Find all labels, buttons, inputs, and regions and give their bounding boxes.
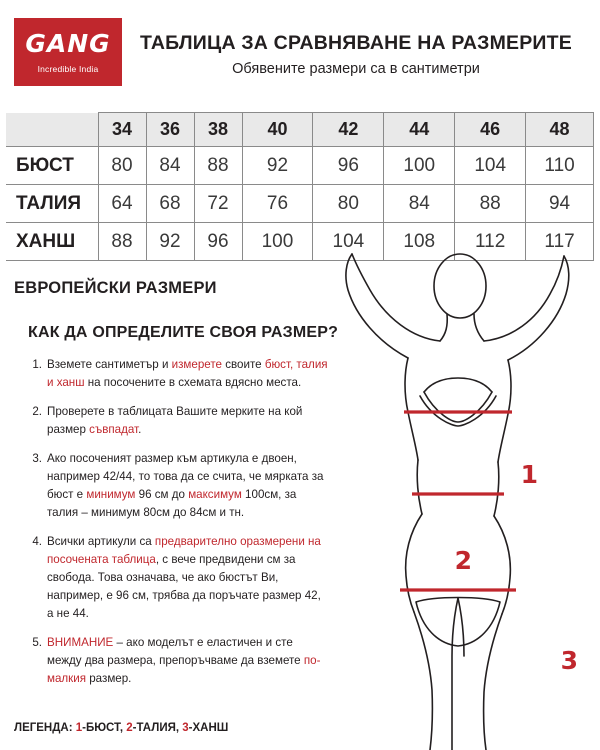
plain-text: своите	[222, 358, 265, 371]
table-cell: 96	[313, 147, 384, 185]
instruction-item	[30, 356, 330, 392]
table-cell: 117	[526, 223, 594, 261]
page-title: ТАБЛИЦА ЗА СРАВНЯВАНЕ НА РАЗМЕРИТЕ	[140, 32, 572, 54]
table-cell: 92	[242, 147, 313, 185]
table-cell: 64	[98, 185, 146, 223]
table-row-header: ХАНШ	[6, 223, 98, 261]
table-cell: 84	[384, 185, 455, 223]
table-row	[6, 147, 594, 185]
highlight-text: измерете	[171, 358, 222, 371]
table-cell: 76	[242, 185, 313, 223]
legend-text: -ХАНШ	[188, 722, 229, 734]
table-cell: 88	[455, 185, 526, 223]
body-figure	[312, 246, 600, 750]
brand-tagline: Incredible India	[37, 63, 99, 74]
highlight-text: ВНИМАНИЕ	[47, 635, 114, 649]
size-table-body	[6, 147, 594, 261]
plain-text: – ако моделът е еластичен и сте между два размера, препоръчваме да вземете	[47, 635, 304, 667]
table-cell: 104	[313, 223, 384, 261]
table-cell: 92	[146, 223, 194, 261]
instruction-text	[47, 634, 330, 688]
instruction-number: 3.	[32, 451, 42, 465]
table-cell: 80	[98, 147, 146, 185]
table-cell: 110	[526, 147, 594, 185]
legend-text: -БЮСТ,	[82, 722, 127, 734]
table-cell: 88	[194, 147, 242, 185]
highlight-text: бюст, талия и ханш	[47, 358, 328, 389]
instruction-item	[30, 450, 330, 522]
legend-number: 3	[182, 722, 189, 734]
instruction-item	[30, 634, 330, 688]
table-col-header: 40	[242, 113, 313, 147]
size-table-head	[6, 113, 594, 147]
legend-number: 2	[126, 722, 133, 734]
plain-text: 100см, за талия – минимум 80см до 84см и тн.	[47, 487, 297, 519]
instruction-text	[47, 450, 330, 522]
table-col-header: 34	[98, 113, 146, 147]
plain-text: 96 см до	[135, 487, 189, 501]
legend	[14, 722, 228, 734]
table-cell: 94	[526, 185, 594, 223]
table-cell: 96	[194, 223, 242, 261]
table-cell: 100	[242, 223, 313, 261]
highlight-text: по-малкия	[47, 653, 321, 685]
table-col-header: 48	[526, 113, 594, 147]
size-table	[6, 112, 594, 261]
table-cell: 88	[98, 223, 146, 261]
plain-text: размер.	[86, 671, 132, 685]
instruction-list	[30, 356, 330, 688]
instruction-text	[47, 356, 330, 392]
table-cell: 104	[455, 147, 526, 185]
highlight-text: максимум	[188, 487, 242, 501]
instruction-number: 4.	[32, 534, 42, 548]
table-cell: 112	[455, 223, 526, 261]
table-col-header: 42	[313, 113, 384, 147]
instruction-number: 5.	[32, 635, 42, 649]
table-cell: 72	[194, 185, 242, 223]
plain-text: Ако посоченият размер към артикула е двоен, например 42/44, то това да се счита, че мярката за бюст е	[47, 451, 324, 501]
table-col-header: 36	[146, 113, 194, 147]
highlight-text: предварително оразмерени на посочената таблица	[47, 534, 321, 566]
female-body-outline	[312, 246, 600, 750]
table-cell: 84	[146, 147, 194, 185]
table-cell: 108	[384, 223, 455, 261]
plain-text: Всички артикули са	[47, 534, 155, 548]
page-header	[0, 0, 600, 86]
instruction-text	[47, 403, 330, 439]
marker-hip: 3	[560, 646, 578, 675]
plain-text: Вземете сантиметър и	[47, 358, 172, 371]
instruction-item	[30, 403, 330, 439]
table-row	[6, 185, 594, 223]
table-row-header: ТАЛИЯ	[6, 185, 98, 223]
marker-bust: 1	[520, 460, 538, 489]
instruction-number: 2.	[32, 404, 42, 418]
size-table-wrap	[6, 112, 594, 261]
table-header-row	[6, 113, 594, 147]
plain-text: , с вече предвидени см за свобода. Това означава, че ако бюстът Ви, например, е 96 см, трябва да поръчате размер 42, а не 44.	[47, 552, 321, 620]
legend-text: -ТАЛИЯ,	[132, 722, 183, 734]
table-col-header: 46	[455, 113, 526, 147]
instruction-number: 1.	[32, 358, 42, 371]
legend-number: 1	[75, 722, 83, 734]
plain-text: на посочените в схемата вдясно места.	[84, 375, 302, 389]
brand-logo	[14, 18, 122, 86]
table-corner-cell	[6, 113, 98, 147]
plain-text: .	[138, 422, 142, 436]
highlight-text: съвпадат	[89, 422, 139, 436]
eu-sizes-heading: ЕВРОПЕЙСКИ РАЗМЕРИ	[14, 279, 217, 297]
legend-label: ЛЕГЕНДА:	[14, 722, 76, 734]
page-subtitle: Обявените размери са в сантиметри	[232, 61, 480, 77]
table-cell: 80	[313, 185, 384, 223]
plain-text: Проверете в таблицата Вашите мерките на кой размер	[47, 404, 303, 436]
table-row-header: БЮСТ	[6, 147, 98, 185]
how-to-heading: КАК ДА ОПРЕДЕЛИТЕ СВОЯ РАЗМЕР?	[28, 324, 339, 341]
header-titles	[122, 18, 600, 77]
instruction-text	[47, 533, 330, 623]
instruction-item	[30, 533, 330, 623]
brand-name: GANG	[25, 28, 111, 58]
highlight-text: минимум	[86, 487, 136, 501]
table-cell: 100	[384, 147, 455, 185]
table-col-header: 44	[384, 113, 455, 147]
table-col-header: 38	[194, 113, 242, 147]
table-cell: 68	[146, 185, 194, 223]
marker-waist: 2	[454, 546, 472, 575]
